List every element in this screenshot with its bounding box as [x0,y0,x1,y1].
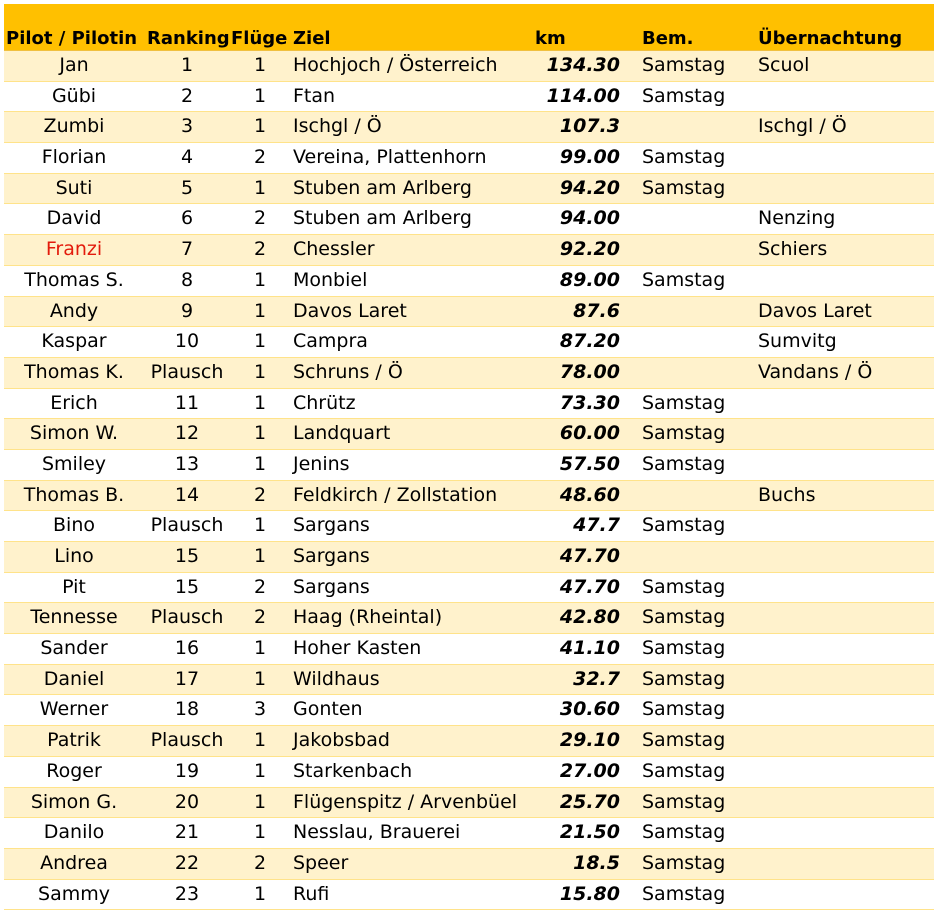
cell-ranking: 11 [174,391,200,414]
cell-pilot: Zumbi [43,115,105,138]
table-row [4,358,934,389]
cell-pilot: David [46,207,102,230]
cell-pilot: Werner [39,698,109,721]
cell-flights: 1 [253,882,267,905]
cell-km: 29.10 [559,729,620,752]
table-row [4,112,934,143]
cell-ranking: 17 [174,667,200,690]
cell-flights: 1 [253,790,267,813]
cell-km: 47.70 [559,575,620,598]
cell-pilot: Erich [50,391,98,414]
cell-remark: Samstag [642,176,726,199]
cell-ranking: 6 [180,207,194,230]
table-row [4,665,934,696]
table-row [4,880,934,910]
cell-pilot: Tennesse [30,606,118,629]
cell-flights: 1 [253,299,267,322]
cell-ranking: 3 [180,115,194,138]
cell-goal: Chrütz [293,391,356,414]
cell-pilot: Suti [55,176,93,199]
cell-flights: 2 [253,238,267,261]
cell-goal: Vereina, Plattenhorn [293,146,487,169]
cell-goal: Jakobsbad [293,729,390,752]
cell-flights: 1 [253,637,267,660]
table-row [4,235,934,266]
table-row [4,327,934,358]
cell-km: 27.00 [559,759,620,782]
table-row [4,51,934,82]
cell-flights: 2 [253,483,267,506]
cell-goal: Jenins [293,452,350,475]
cell-pilot: Jan [59,54,89,76]
table-row [4,419,934,450]
cell-remark: Samstag [642,759,726,782]
cell-km: 107.3 [559,115,620,138]
cell-flights: 1 [253,115,267,138]
cell-km: 48.60 [559,483,620,506]
cell-goal: Davos Laret [293,299,407,322]
table-row [4,511,934,542]
cell-pilot: Thomas K. [24,360,124,383]
cell-ranking: 15 [174,575,200,598]
cell-goal: Stuben am Arlberg [293,207,472,230]
cell-ranking: 5 [180,176,194,199]
cell-overnight: Ischgl / Ö [758,115,847,138]
cell-pilot: Sander [40,637,108,660]
cell-ranking: 7 [180,238,194,261]
cell-km: 94.00 [559,207,620,230]
cell-remark: Samstag [642,54,726,76]
cell-km: 60.00 [559,422,620,445]
cell-flights: 1 [253,176,267,199]
cell-pilot: Thomas S. [24,268,124,291]
cell-km: 89.00 [559,268,620,291]
cell-remark: Samstag [642,422,726,445]
cell-goal: Landquart [293,422,391,445]
cell-flights: 2 [253,575,267,598]
cell-km: 18.5 [573,851,620,874]
cell-flights: 1 [253,759,267,782]
cell-ranking: 16 [174,637,200,660]
cell-km: 87.20 [559,330,620,353]
cell-flights: 3 [253,698,267,721]
cell-km: 25.70 [559,790,620,813]
table-row [4,757,934,788]
header-overnight: Übernachtung [758,28,903,49]
cell-pilot: Gübi [51,84,97,107]
cell-pilot: Pit [62,575,86,598]
cell-goal: Flügenspitz / Arvenbüel [293,790,518,813]
cell-goal: Feldkirch / Zollstation [293,483,498,506]
table-row [4,603,934,634]
cell-remark: Samstag [642,268,726,291]
cell-pilot: Sammy [38,882,110,905]
cell-flights: 2 [253,207,267,230]
cell-remark: Samstag [642,698,726,721]
cell-goal: Ftan [293,84,336,107]
cell-remark: Samstag [642,606,726,629]
cell-flights: 1 [253,452,267,475]
cell-pilot: Roger [46,759,102,782]
cell-goal: Sargans [293,545,370,567]
cell-km: 32.7 [573,667,620,690]
cell-km: 114.00 [546,84,620,107]
cell-km: 42.80 [559,606,620,629]
cell-km: 41.10 [559,637,620,660]
table-row [4,204,934,235]
cell-ranking: Plausch [150,514,224,537]
cell-goal: Rufi [293,882,330,905]
table-row [4,788,934,819]
cell-ranking: 13 [174,452,200,475]
cell-flights: 1 [253,514,267,537]
cell-goal: Sargans [293,514,370,537]
cell-remark: Samstag [642,882,726,905]
table-row [4,542,934,573]
cell-flights: 1 [253,667,267,690]
cell-remark: Samstag [642,391,726,414]
cell-ranking: 15 [174,545,200,567]
cell-goal: Starkenbach [293,759,413,782]
cell-goal: Gonten [293,698,363,721]
cell-ranking: 18 [174,698,200,721]
cell-remark: Samstag [642,790,726,813]
cell-remark: Samstag [642,514,726,537]
cell-overnight: Sumvitg [758,330,837,353]
cell-ranking: 21 [174,821,200,844]
cell-pilot: Bino [53,514,95,537]
cell-flights: 1 [253,729,267,752]
cell-goal: Speer [293,851,349,874]
cell-goal: Ischgl / Ö [293,115,382,138]
cell-remark: Samstag [642,637,726,660]
cell-ranking: 10 [174,330,200,353]
cell-overnight: Schiers [758,238,828,261]
cell-pilot: Daniel [43,667,105,690]
cell-overnight: Davos Laret [758,299,872,322]
cell-remark: Samstag [642,851,726,874]
cell-km: 47.70 [559,545,620,567]
cell-flights: 1 [253,422,267,445]
cell-overnight: Nenzing [758,207,836,230]
cell-km: 87.6 [573,299,620,322]
cell-goal: Haag (Rheintal) [293,606,443,629]
cell-goal: Monbiel [293,268,368,291]
cell-goal: Schruns / Ö [293,360,403,383]
cell-ranking: 20 [174,790,200,813]
cell-pilot: Franzi [45,238,103,261]
cell-goal: Stuben am Arlberg [293,176,472,199]
cell-goal: Nesslau, Brauerei [293,821,461,844]
cell-ranking: Plausch [150,360,224,383]
cell-ranking: 9 [180,299,194,322]
cell-flights: 2 [253,606,267,629]
table-row [4,818,934,849]
cell-remark: Samstag [642,84,726,107]
cell-flights: 1 [253,360,267,383]
cell-km: 94.20 [559,176,620,199]
cell-goal: Hochjoch / Österreich [293,54,498,76]
table-row [4,82,934,113]
header-pilot: Pilot / Pilotin [6,28,138,49]
cell-pilot: Simon W. [29,422,119,445]
cell-pilot: Florian [41,146,107,169]
header-flights: Flüge [231,28,288,49]
table-row [4,573,934,604]
cell-km: 99.00 [559,146,620,169]
cell-overnight: Scuol [758,54,810,76]
cell-remark: Samstag [642,729,726,752]
table-row [4,297,934,328]
table-row [4,143,934,174]
cell-pilot: Kaspar [41,330,107,353]
cell-goal: Chessler [293,238,375,261]
cell-pilot: Danilo [43,821,105,844]
cell-pilot: Andrea [40,851,108,874]
header-goal: Ziel [293,28,331,49]
cell-km: 92.20 [559,238,620,261]
cell-ranking: 2 [180,84,194,107]
cell-pilot: Lino [54,545,94,567]
cell-ranking: 23 [174,882,200,905]
cell-pilot: Andy [49,299,99,322]
cell-pilot: Patrik [47,729,101,752]
table-row [4,174,934,205]
cell-remark: Samstag [642,575,726,598]
cell-km: 57.50 [559,452,620,475]
cell-goal: Campra [293,330,368,353]
cell-ranking: 8 [180,268,194,291]
cell-goal: Wildhaus [293,667,380,690]
header-km: km [535,28,566,49]
cell-flights: 1 [253,330,267,353]
cell-remark: Samstag [642,821,726,844]
cell-remark: Samstag [642,146,726,169]
cell-km: 15.80 [559,882,620,905]
cell-goal: Sargans [293,575,370,598]
cell-flights: 1 [253,821,267,844]
cell-flights: 1 [253,391,267,414]
table-header [4,4,934,51]
cell-ranking: 14 [174,483,200,506]
cell-overnight: Vandans / Ö [758,360,873,383]
cell-flights: 1 [253,545,267,567]
cell-goal: Hoher Kasten [293,637,422,660]
table-row [4,389,934,420]
cell-pilot: Thomas B. [23,483,125,506]
cell-flights: 2 [253,851,267,874]
cell-remark: Samstag [642,452,726,475]
cell-ranking: 1 [180,54,194,76]
cell-ranking: 12 [174,422,200,445]
cell-flights: 1 [253,54,267,76]
cell-flights: 1 [253,268,267,291]
cell-km: 47.7 [573,514,620,537]
cell-ranking: Plausch [150,729,224,752]
cell-flights: 2 [253,146,267,169]
table-row [4,695,934,726]
cell-pilot: Smiley [41,452,107,475]
cell-overnight: Buchs [758,483,816,506]
table-body [4,51,934,910]
table-row [4,266,934,297]
cell-km: 21.50 [559,821,620,844]
results-table [4,4,934,910]
cell-ranking: 22 [174,851,200,874]
cell-km: 134.30 [546,54,620,76]
cell-pilot: Simon G. [30,790,118,813]
cell-flights: 1 [253,84,267,107]
table-row [4,481,934,512]
cell-remark: Samstag [642,667,726,690]
table-row [4,849,934,880]
cell-ranking: 4 [180,146,194,169]
header-remark: Bem. [642,28,694,49]
table-row [4,634,934,665]
table-row [4,726,934,757]
cell-ranking: Plausch [150,606,224,629]
cell-km: 30.60 [559,698,620,721]
header-ranking: Ranking [147,28,230,49]
table-row [4,450,934,481]
cell-km: 78.00 [559,360,620,383]
cell-km: 73.30 [559,391,620,414]
cell-ranking: 19 [174,759,200,782]
